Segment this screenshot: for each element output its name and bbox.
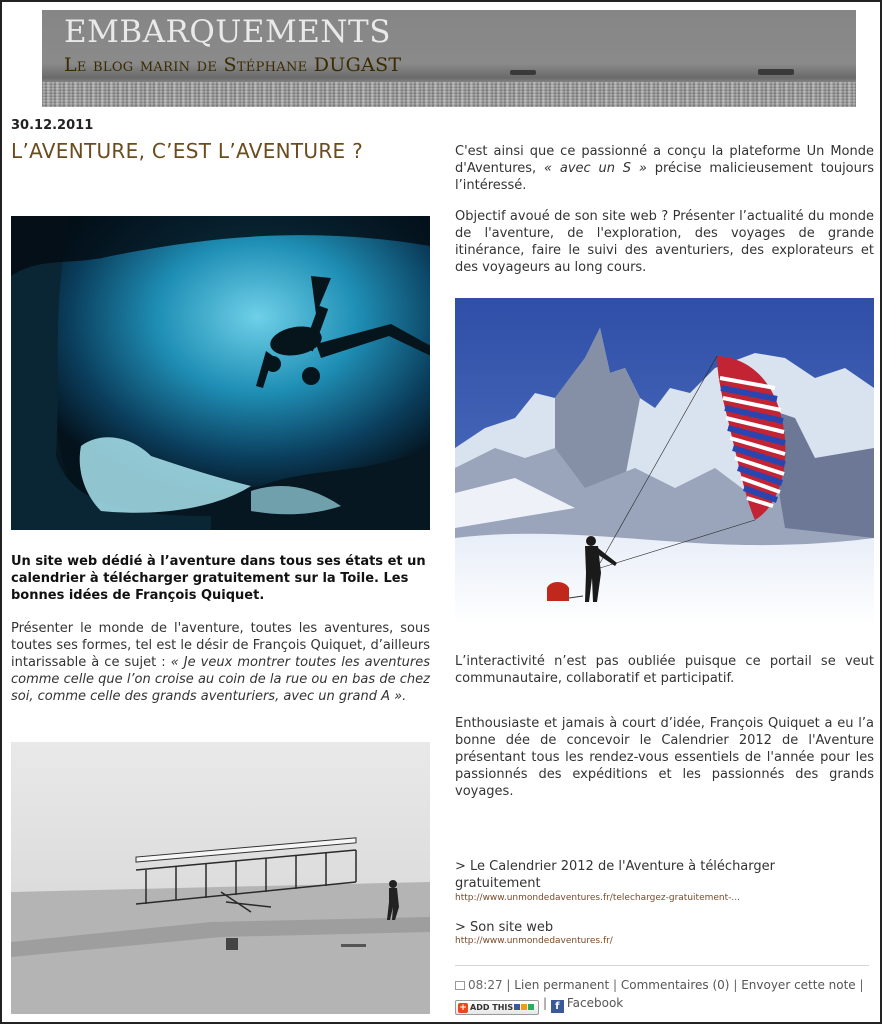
blog-subtitle: Le blog marin de Stéphane DUGAST (64, 54, 402, 76)
kite-skier-image (455, 298, 874, 627)
quote: « Je veux montrer toutes les aventures comme celle que l’on croise au coin de la rue ou en bas de chez soi, comme celle des grands aventuriers, avec un grand A ». (11, 655, 430, 704)
addthis-button[interactable]: + ADD THIS (455, 1000, 539, 1015)
comments-link[interactable]: Commentaires (0) (620, 978, 730, 992)
calendar-link[interactable]: > Le Calendrier 2012 de l'Aventure à télécharger gratuitement (455, 859, 775, 891)
send-note-link[interactable]: Envoyer cette note (741, 978, 856, 992)
post-time: 08:27 (468, 978, 503, 992)
post-paragraph: Objectif avoué de son site web ? Présenter l’actualité du monde de l'aventure, de l'exploration, des voyages de grande itinérance, faire le suivi des aventuriers, des explorateurs et des voyageurs au long cours. (455, 209, 874, 275)
footer-divider (455, 965, 869, 966)
cave-diver-image (11, 216, 430, 530)
facebook-icon: f (551, 1000, 564, 1013)
calendar-link-url[interactable]: http://www.unmondedaventures.fr/telechargez-gratuitement-... (455, 893, 740, 903)
post-paragraph: L’interactivité n’est pas oubliée puisque ce portail se veut communautaire, collaboratif et participatif. (455, 654, 874, 686)
post-title: L’AVENTURE, C’EST L’AVENTURE ? (11, 139, 364, 163)
post-footer: 08:27 | Lien permanent | Commentaires (0) | Envoyer cette note | + ADD THIS | f Facebook (455, 976, 869, 1015)
post-paragraph: C'est ainsi que ce passionné a conçu la plateforme Un Monde d'Aventures, « avec un S » précise malicieusement toujours l’intéressé. (455, 144, 874, 193)
blog-header-banner[interactable] (42, 10, 856, 107)
permalink-link[interactable]: Lien permanent (514, 978, 610, 992)
first-flight-image (11, 742, 430, 1014)
blog-title[interactable]: EMBARQUEMENTS (64, 14, 391, 50)
ship-silhouette (758, 69, 794, 75)
quote: « avec un S » (544, 161, 647, 176)
post-paragraph: Présenter le monde de l'aventure, toutes les aventures, sous toutes ses formes, tel est le désir de François Quiquet, d’ailleurs intarissable à ce sujet : « Je veux montrer toutes les aventures comme celle que l’on croise au coin de la rue ou en bas de chez soi, comme celle des grands aventuriers, avec un grand A ». (11, 621, 430, 704)
post-lead: Un site web dédié à l’aventure dans tous ses états et un calendrier à télécharger gratuitement sur la Toile. Les bonnes idées de François Quiquet. (11, 554, 426, 603)
ship-silhouette (510, 70, 536, 75)
facebook-link[interactable]: Facebook (566, 996, 624, 1010)
post-paragraph: Enthousiaste et jamais à court d’idée, François Quiquet a eu l’a bonne dée de concevoir le Calendrier 2012 de l'Aventure présentant tous les rendez-vous essentiels de l'année pour les passionnés des expéditions et les passionnés des grands voyages. (455, 716, 874, 799)
envelope-icon (455, 981, 465, 990)
addthis-icon: + (459, 1003, 467, 1013)
website-link[interactable]: > Son site web (455, 920, 554, 935)
website-link-url[interactable]: http://www.unmondedaventures.fr/ (455, 936, 613, 946)
post-date: 30.12.2011 (11, 118, 94, 133)
